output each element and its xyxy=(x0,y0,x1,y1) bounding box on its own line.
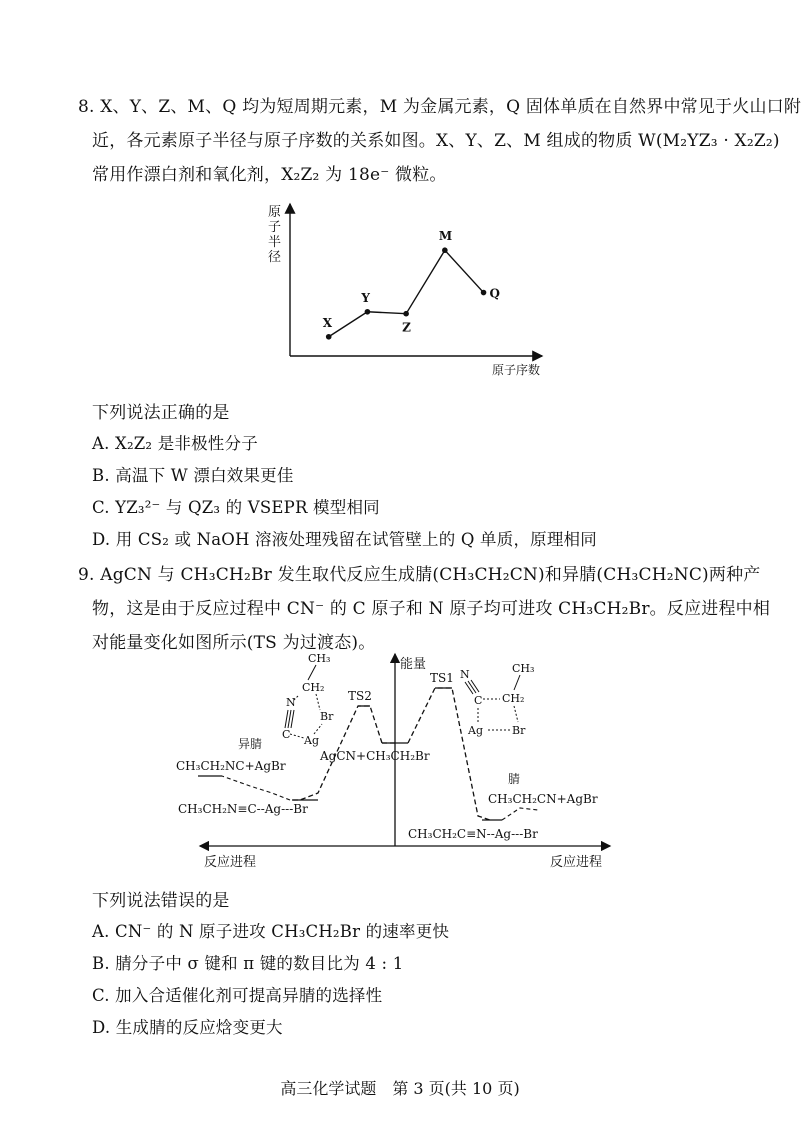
svg-text:C: C xyxy=(282,728,291,741)
ts1-label: TS1 xyxy=(430,671,454,685)
nitrile-complex-label: CH₃CH₂C≡N--Ag---Br xyxy=(408,827,538,841)
svg-text:C: C xyxy=(474,694,483,707)
point-label-m: M xyxy=(438,229,453,244)
q8-prompt: 下列说法正确的是 xyxy=(92,403,230,423)
nitrile-product-label: CH₃CH₂CN+AgBr xyxy=(488,792,598,806)
energy-profile-diagram xyxy=(176,648,630,878)
svg-text:N: N xyxy=(460,668,470,681)
svg-text:Br: Br xyxy=(512,724,526,737)
q8-line-1: 8. X、Y、Z、M、Q 均为短周期元素，M 为金属元素，Q 固体单质在自然界中常见于火山口附 xyxy=(78,97,801,117)
q9-option-b: B. 腈分子中 σ 键和 π 键的数目比为 4 : 1 xyxy=(92,954,404,973)
isonitrile-release xyxy=(222,776,290,800)
svg-text:CH₂: CH₂ xyxy=(302,681,325,694)
q9-prompt: 下列说法错误的是 xyxy=(92,891,230,911)
q9-line-3: 对能量变化如图所示(TS 为过渡态)。 xyxy=(92,633,376,653)
svg-text:Ag: Ag xyxy=(468,724,483,737)
q8-option-a: A. X₂Z₂ 是非极性分子 xyxy=(92,434,258,453)
atomic-radius-chart xyxy=(262,196,562,382)
isonitrile-product-label: CH₃CH₂NC+AgBr xyxy=(176,759,286,773)
ts1-structure xyxy=(460,662,534,737)
q9-line-1: 9. AgCN 与 CH₃CH₂Br 发生取代反应生成腈(CH₃CH₂CN)和异腈(CH₃CH₂NC)两种产 xyxy=(78,565,761,585)
point-y xyxy=(365,309,371,315)
point-q xyxy=(481,290,487,296)
point-x xyxy=(326,334,332,340)
nitrile-label: 腈 xyxy=(508,772,521,786)
isonitrile-label: 异腈 xyxy=(238,737,263,751)
q9-option-d: D. 生成腈的反应焓变更大 xyxy=(92,1018,283,1037)
ts2-label: TS2 xyxy=(348,689,372,703)
q8-option-c: C. YZ₃²⁻ 与 QZ₃ 的 VSEPR 模型相同 xyxy=(92,498,380,517)
q8-option-d: D. 用 CS₂ 或 NaOH 溶液处理残留在试管壁上的 Q 单质，原理相同 xyxy=(92,530,597,549)
point-label-z: Z xyxy=(402,320,411,335)
energy-label: 能量 xyxy=(400,657,427,672)
ts2-structure xyxy=(282,652,334,747)
y-axis-label: 原子半径 xyxy=(268,205,282,265)
point-z xyxy=(403,311,409,317)
point-label-y: Y xyxy=(361,290,370,305)
point-m xyxy=(442,247,448,253)
q9-option-a: A. CN⁻ 的 N 原子进攻 CH₃CH₂Br 的速率更快 xyxy=(92,922,450,941)
q8-line-3: 常用作漂白剂和氧化剂，X₂Z₂ 为 18e⁻ 微粒。 xyxy=(92,165,447,185)
svg-text:N: N xyxy=(286,696,296,709)
progress-label-right: 反应进程 xyxy=(550,855,603,870)
q8-line-2: 近，各元素原子半径与原子序数的关系如图。X、Y、Z、M 组成的物质 W(M₂YZ₃ · X₂Z₂) xyxy=(92,131,780,151)
progress-label-left: 反应进程 xyxy=(204,855,257,870)
x-axis-label: 原子序数 xyxy=(492,363,541,377)
page-footer: 高三化学试题 第 3 页(共 10 页) xyxy=(280,1079,520,1098)
isonitrile-complex-label: CH₃CH₂N≡C--Ag---Br xyxy=(178,802,308,816)
nitrile-release xyxy=(502,808,538,820)
q9-option-c: C. 加入合适催化剂可提高异腈的选择性 xyxy=(92,986,383,1005)
q8-option-b: B. 高温下 W 漂白效果更佳 xyxy=(92,466,294,485)
q9-line-2: 物，这是由于反应过程中 CN⁻ 的 C 原子和 N 原子均可进攻 CH₃CH₂Br。反应进程中相 xyxy=(92,599,771,619)
svg-text:Ag: Ag xyxy=(304,734,319,747)
svg-text:CH₃: CH₃ xyxy=(512,662,535,675)
point-label-q: Q xyxy=(489,286,501,301)
point-label-x: X xyxy=(322,315,333,330)
svg-text:Br: Br xyxy=(320,710,334,723)
svg-text:CH₃: CH₃ xyxy=(308,652,331,665)
reactant-label: AgCN+CH₃CH₂Br xyxy=(320,749,430,763)
svg-text:CH₂: CH₂ xyxy=(502,692,525,705)
